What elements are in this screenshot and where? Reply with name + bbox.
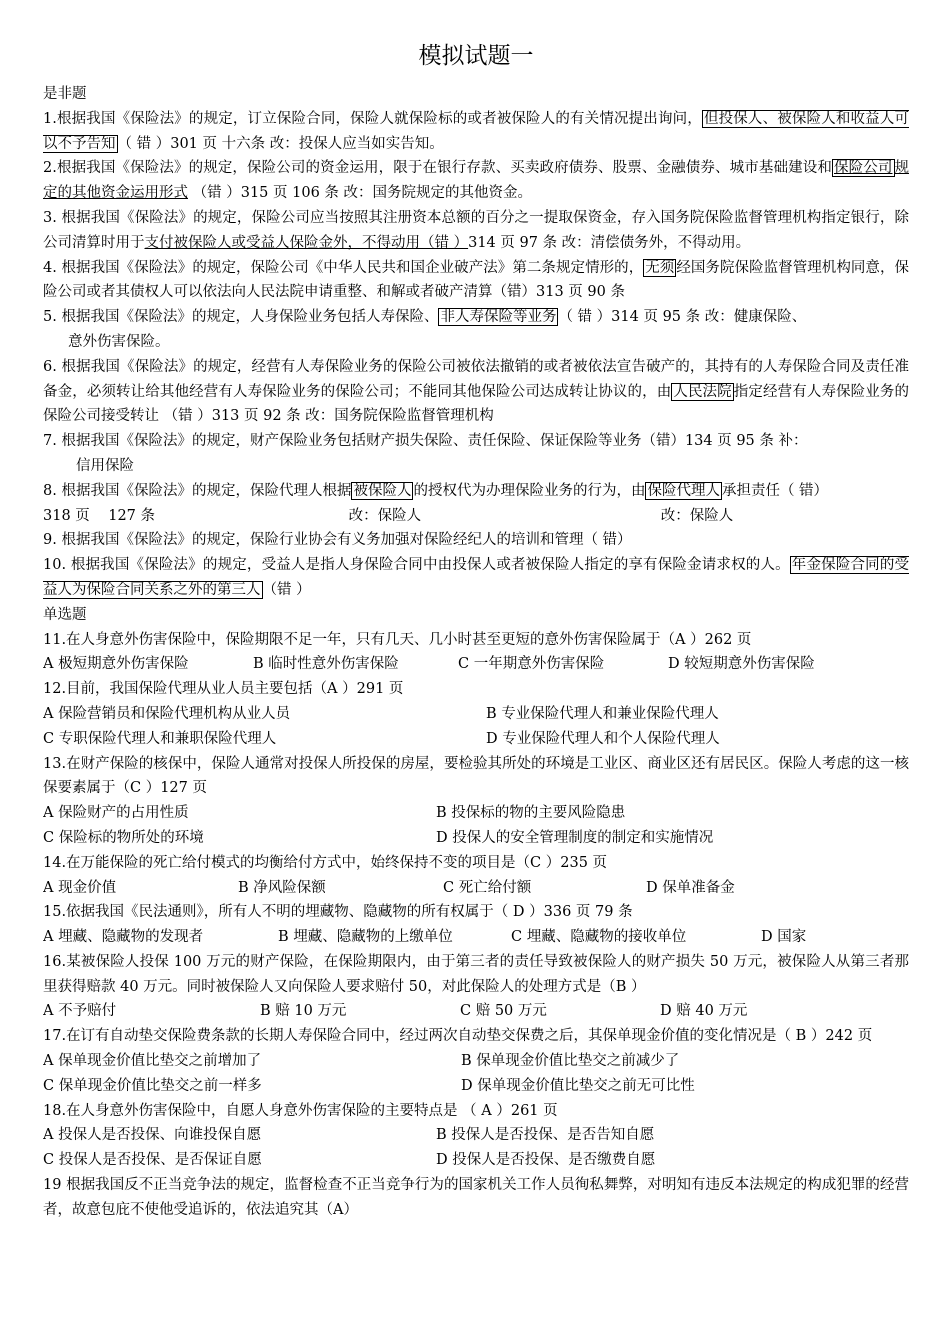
boxed-error-text: 保险公司 xyxy=(834,160,893,177)
tf-question-4: 4. 根据我国《保险法》的规定，保险公司《中华人民共和国企业破产法》第二条规定情形的， 无须 经国务院保险监督管理机构同意，保险公司或者其债权人可以依法向人民法院申请重整、和解或者破产清算（错）313 页 90 条 xyxy=(43,259,910,301)
tf-question-9: 9. 根据我国《保险法》的规定，保险行业协会有义务加强对保险经纪人的培训和管理（ 错） xyxy=(43,532,632,549)
mc-options-17 xyxy=(43,1049,909,1099)
option-b: B 保单现金价值比垫交之前减少了 xyxy=(461,1053,680,1070)
section-heading-single-choice: 单选题 xyxy=(43,606,87,623)
mc-question-19: 19 根据我国反不正当竞争法的规定，监督检查不正当竞争行为的国家机关工作人员徇私舞弊，对明知有违反本法规定的构成犯罪的经营者，故意包庇不使他受追诉的，依法追究其（A） xyxy=(43,1177,909,1218)
tf-question-5: 5. 根据我国《保险法》的规定，人身保险业务包括人寿保险、 非人寿保险等业务 （ 错 ）314 页 95 条 改：健康保险、 xyxy=(43,309,807,326)
option-d: D 保单现金价值比垫交之前无可比性 xyxy=(461,1077,695,1094)
option-d: D 投保人的安全管理制度的制定和实施情况 xyxy=(436,829,714,846)
mc-question-17: 17.在订有自动垫交保险费条款的长期人寿保险合同中，经过两次自动垫交保费之后，其保单现金价值的变化情况是（ B ）242 页 xyxy=(43,1028,873,1045)
option-a: A 保险营销员和保险代理机构从业人员 xyxy=(43,705,291,722)
tf-question-2: 2.根据我国《保险法》的规定，保险公司的资金运用，限于在银行存款、买卖政府债券、股票、金融债券、城市基础建设和 保险公司 规定的其他资金运用形式 （错 ）315 页 106 条 改：国务院规定的其他资金。 xyxy=(43,160,909,202)
option-a: A 极短期意外伤害保险 xyxy=(43,656,189,673)
option-c: C 一年期意外伤害保险 xyxy=(458,656,605,673)
mc-options-12 xyxy=(43,702,909,752)
boxed-error-text: 年金保险合同的受益人为保险合同关系之外的第三人 xyxy=(43,557,910,598)
underlined-error-text: 支付被保险人或受益人保险金外，不得动用（错 ） xyxy=(144,234,469,251)
mc-options-18 xyxy=(43,1123,909,1173)
option-c: C 赔 50 万元 xyxy=(460,1003,547,1020)
mc-question-11: 11.在人身意外伤害保险中，保险期限不足一年，只有几天、几小时甚至更短的意外伤害保险属于（A ）262 页 xyxy=(43,631,752,648)
page-title: 模拟试题一 xyxy=(418,43,534,69)
tf-question-3: 3. 根据我国《保险法》的规定，保险公司应当按照其注册资本总额的百分之一提取保资金，存入国务院保险监督管理机构指定银行，除公司清算时用于支付被保险人或受益人保险金外，不得动用（错 ）314 页 97 条 改：清偿债务外，不得动用。 xyxy=(43,209,909,251)
tf-question-6: 6. 根据我国《保险法》的规定，经营有人寿保险业务的保险公司被依法撤销的或者被依法宣告破产的，其持有的人寿保险合同及责任准备金，必须转让给其他经营有人寿保险业务的保险公司；不能同其他保险公司达成转让协议的，由 人民法院 指定经营有人寿保险业务的保险公司接受转让 （错 ）313 页 92 条 改：国务院保险监督管理机构 xyxy=(43,358,910,425)
tf-question-5-continued: 意外伤害保险。 xyxy=(68,333,170,350)
document-page xyxy=(43,36,909,1223)
option-b: B 埋藏、隐藏物的上缴单位 xyxy=(278,929,453,946)
mc-options-13 xyxy=(43,801,909,851)
option-a: A 现金价值 xyxy=(43,879,117,896)
boxed-error-text: 保险代理人 xyxy=(647,482,720,499)
option-c: C 专职保险代理人和兼职保险代理人 xyxy=(43,730,277,747)
mc-question-12: 12.目前，我国保险代理从业人员主要包括（A ）291 页 xyxy=(43,681,404,698)
mc-question-15: 15.依据我国《民法通则》，所有人不明的埋藏物、隐藏物的所有权属于（ D ）336 页 79 条 xyxy=(43,904,633,921)
mc-question-13: 13.在财产保险的核保中，保险人通常对投保人所投保的房屋，要检验其所处的环境是工业区、商业区还有居民区。保险人考虑的这一核保要素属于（C ）127 页 xyxy=(43,755,909,797)
option-a: A 保单现金价值比垫交之前增加了 xyxy=(43,1053,262,1070)
mc-options-16 xyxy=(43,999,909,1024)
option-a: A 投保人是否投保、向谁投保自愿 xyxy=(43,1127,262,1144)
mc-question-16: 16.某被保险人投保 100 万元的财产保险，在保险期限内，由于第三者的责任导致被保险人的财产损失 50 万元，被保险人从第三者那里获得赔款 40 万元。同时被保险人又向保险人要求赔付 50，对此保险人的处理方式是（B ） xyxy=(43,953,909,995)
option-d: D 赔 40 万元 xyxy=(660,1003,748,1020)
tf-question-7-continued: 信用保险 xyxy=(76,457,134,474)
option-a: A 不予赔付 xyxy=(43,1003,117,1020)
mc-question-14: 14.在万能保险的死亡给付模式的均衡给付方式中，始终保持不变的项目是（C ）235 页 xyxy=(43,854,608,871)
mc-options-11 xyxy=(43,652,909,677)
option-b: B 赔 10 万元 xyxy=(260,1003,347,1020)
tf-question-8: 8. 根据我国《保险法》的规定，保险代理人根据 被保险人 的授权代为办理保险业务的行为，由 保险代理人 承担责任（ 错） xyxy=(43,482,829,499)
option-b: B 投保人是否投保、是否告知自愿 xyxy=(436,1127,655,1144)
option-c: C 保险标的物所处的环境 xyxy=(43,829,204,846)
option-d: D 专业保险代理人和个人保险代理人 xyxy=(486,730,720,747)
mc-options-15 xyxy=(43,925,909,950)
boxed-error-text: 无须 xyxy=(645,259,675,276)
option-c: C 保单现金价值比垫交之前一样多 xyxy=(43,1077,262,1094)
tf-question-8-continued: 318 页 127 条 改：保险人 改：保险人 xyxy=(43,507,734,524)
boxed-error-text: 人民法院 xyxy=(673,383,732,400)
option-b: B 投保标的物的主要风险隐患 xyxy=(436,805,626,822)
option-b: B 净风险保额 xyxy=(238,879,326,896)
option-a: A 埋藏、隐藏物的发现者 xyxy=(43,929,204,946)
tf-question-7: 7. 根据我国《保险法》的规定，财产保险业务包括财产损失保险、责任保险、保证保险等业务（错）134 页 95 条 补： xyxy=(43,433,808,450)
tf-question-1: 1.根据我国《保险法》的规定，订立保险合同，保险人就保险标的或者被保险人的有关情况提出询问， 但投保人、被保险人和收益人可以不予告知 （ 错 ）301 页 十六条 改：投保人应当如实告知。 xyxy=(43,110,909,152)
boxed-error-text: 但投保人、被保险人和收益人可以不予告知 xyxy=(43,110,909,152)
boxed-error-text: 被保险人 xyxy=(353,482,412,499)
option-d: D 国家 xyxy=(761,929,807,946)
section-heading-true-false: 是非题 xyxy=(43,86,87,102)
option-b: B 专业保险代理人和兼业保险代理人 xyxy=(486,705,719,722)
option-d: D 较短期意外伤害保险 xyxy=(668,656,815,673)
option-b: B 临时性意外伤害保险 xyxy=(253,656,399,673)
tf-question-10: 10. 根据我国《保险法》的规定，受益人是指人身保险合同中由投保人或者被保险人指定的享有保险金请求权的人。 年金保险合同的受益人为保险合同关系之外的第三人 （错 ） xyxy=(43,557,910,598)
option-c: C 死亡给付额 xyxy=(443,879,532,896)
option-d: D 投保人是否投保、是否缴费自愿 xyxy=(436,1152,656,1169)
option-a: A 保险财产的占用性质 xyxy=(43,805,189,822)
option-c: C 投保人是否投保、是否保证自愿 xyxy=(43,1152,262,1169)
mc-question-18: 18.在人身意外伤害保险中，自愿人身意外伤害保险的主要特点是 （ A ）261 页 xyxy=(43,1102,558,1119)
boxed-error-text: 非人寿保险等业务 xyxy=(440,309,557,326)
mc-options-14 xyxy=(43,876,909,901)
option-c: C 埋藏、隐藏物的接收单位 xyxy=(511,929,687,946)
option-d: D 保单准备金 xyxy=(646,879,735,896)
